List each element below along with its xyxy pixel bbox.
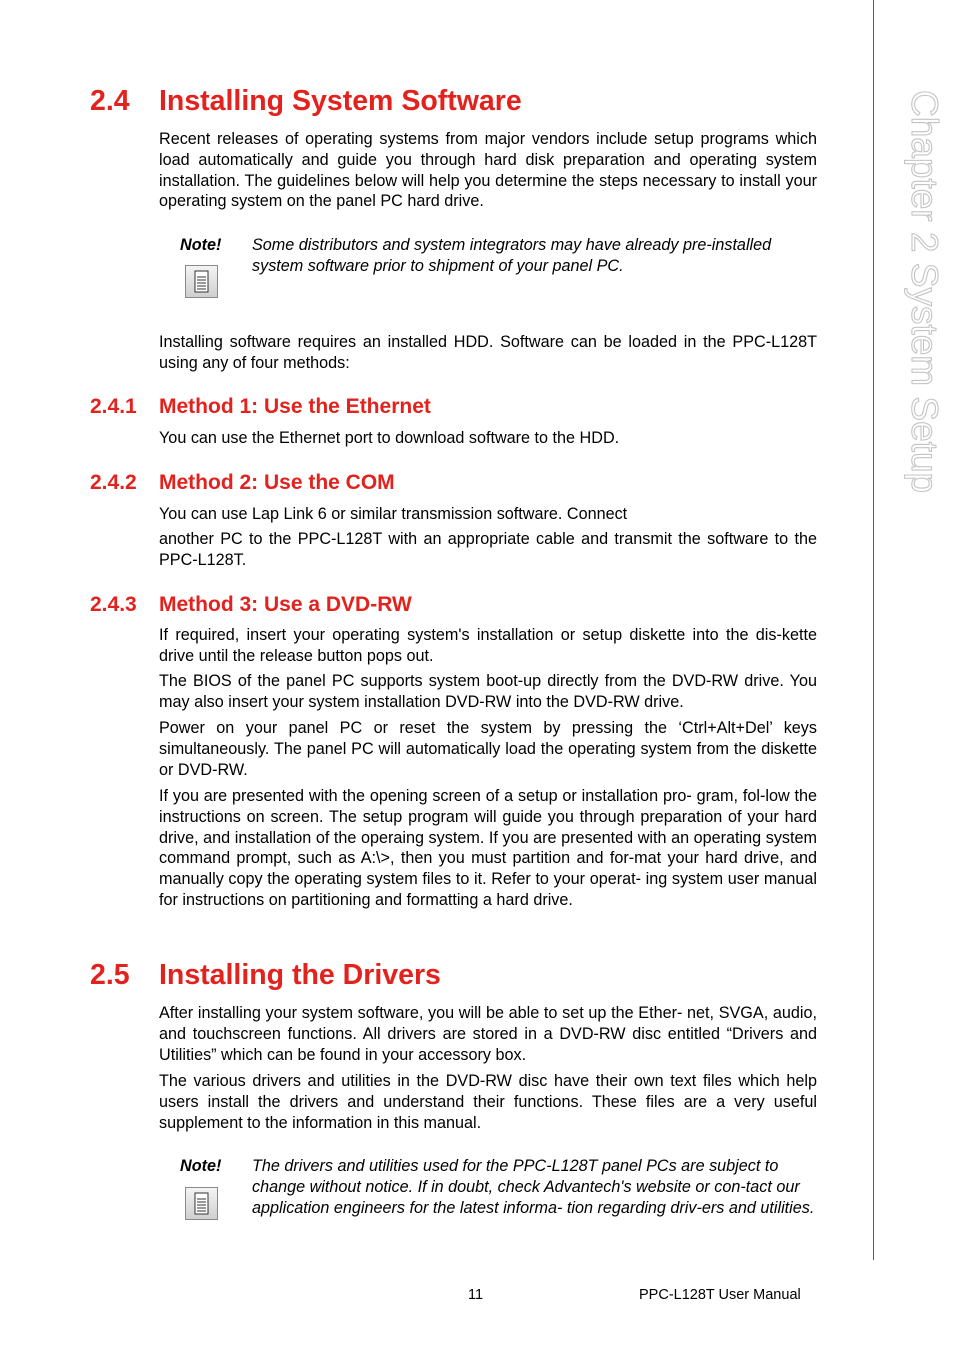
note-label: Note! [180, 1157, 222, 1175]
manual-title: PPC-L128T User Manual [639, 1287, 801, 1303]
section-title: Method 1: Use the Ethernet [159, 395, 431, 418]
paragraph-com-2: another PC to the PPC-L128T with an appropriate cable and transmit the software to the PPC-L128T. [159, 530, 817, 569]
section-number: 2.4.2 [90, 471, 137, 494]
section-number: 2.5 [90, 959, 130, 991]
paragraph-com-1: You can use Lap Link 6 or similar transmission software. Connect [159, 505, 628, 523]
note-text: The drivers and utilities used for the PPC-L128T panel PCs are subject to change without notice. If in doubt, check Advantech's website or con-tact our application engineers for the latest informa- tion regarding driv-ers and utilities. [252, 1157, 815, 1217]
chapter-sidebar-rule [873, 0, 874, 1260]
paragraph-methods-intro: Installing software requires an installed HDD. Software can be loaded in the PPC-L128T using any of four methods: [159, 333, 817, 372]
note-label: Note! [180, 236, 222, 254]
paragraph-drivers-1: After installing your system software, you will be able to set up the Ether- net, SVGA, audio, and touchscreen functions. All drivers are stored in a DVD-RW disc entitled “Drivers and Utilities” which can be found in your accessory box. [159, 1004, 817, 1064]
paragraph-ethernet: You can use the Ethernet port to download software to the HDD. [159, 429, 620, 447]
section-title: Installing System Software [159, 85, 522, 117]
section-number: 2.4.3 [90, 593, 137, 616]
section-number: 2.4 [90, 85, 130, 117]
paragraph-dvd-1: If required, insert your operating system's installation or setup diskette into the dis-kette drive until the release button pops out. [159, 626, 817, 665]
page-number: 11 [468, 1287, 484, 1303]
paragraph-drivers-2: The various drivers and utilities in the DVD-RW disc have their own text files which help users install the drivers and understand their functions. These files are a very useful supplement to the information in this manual. [159, 1072, 817, 1132]
note-text: Some distributors and system integrators may have already pre-installed system software prior to shipment of your panel PC. [252, 236, 772, 275]
paragraph-dvd-2: The BIOS of the panel PC supports system boot-up directly from the DVD-RW drive. You may also insert your system installation DVD-RW into the DVD-RW drive. [159, 672, 817, 711]
paragraph-dvd-3: Power on your panel PC or reset the system by pressing the ‘Ctrl+Alt+Del’ keys simultaneously. The panel PC will automatically load the operating system from the diskette or DVD-RW. [159, 719, 817, 779]
paragraph-intro: Recent releases of operating systems from major vendors include setup programs which load automatically and guide you through hard disk preparation and operating system installation. The guidelines below will help you determine the steps necessary to install your operating system on the panel PC hard drive. [159, 130, 817, 211]
chapter-sidebar-title: Chapter 2 System Setup [904, 90, 945, 494]
section-title: Method 2: Use the COM [159, 471, 395, 494]
note-document-icon [185, 265, 218, 298]
section-title: Method 3: Use a DVD-RW [159, 593, 412, 616]
section-title: Installing the Drivers [159, 959, 441, 991]
paragraph-dvd-4: If you are presented with the opening screen of a setup or installation pro- gram, fol-low the instructions on screen. The setup program will guide you through preparation of your hard drive, and installation of the operaing system. If you are presented with an operating system command prompt, such as A:\>, then you must partition and for-mat your hard drive, and manually copy the operating system files to it. Refer to your operat- ing system user manual for instructions on partitioning and formatting a hard drive. [159, 787, 817, 909]
note-document-icon [185, 1187, 218, 1220]
section-number: 2.4.1 [90, 395, 137, 418]
